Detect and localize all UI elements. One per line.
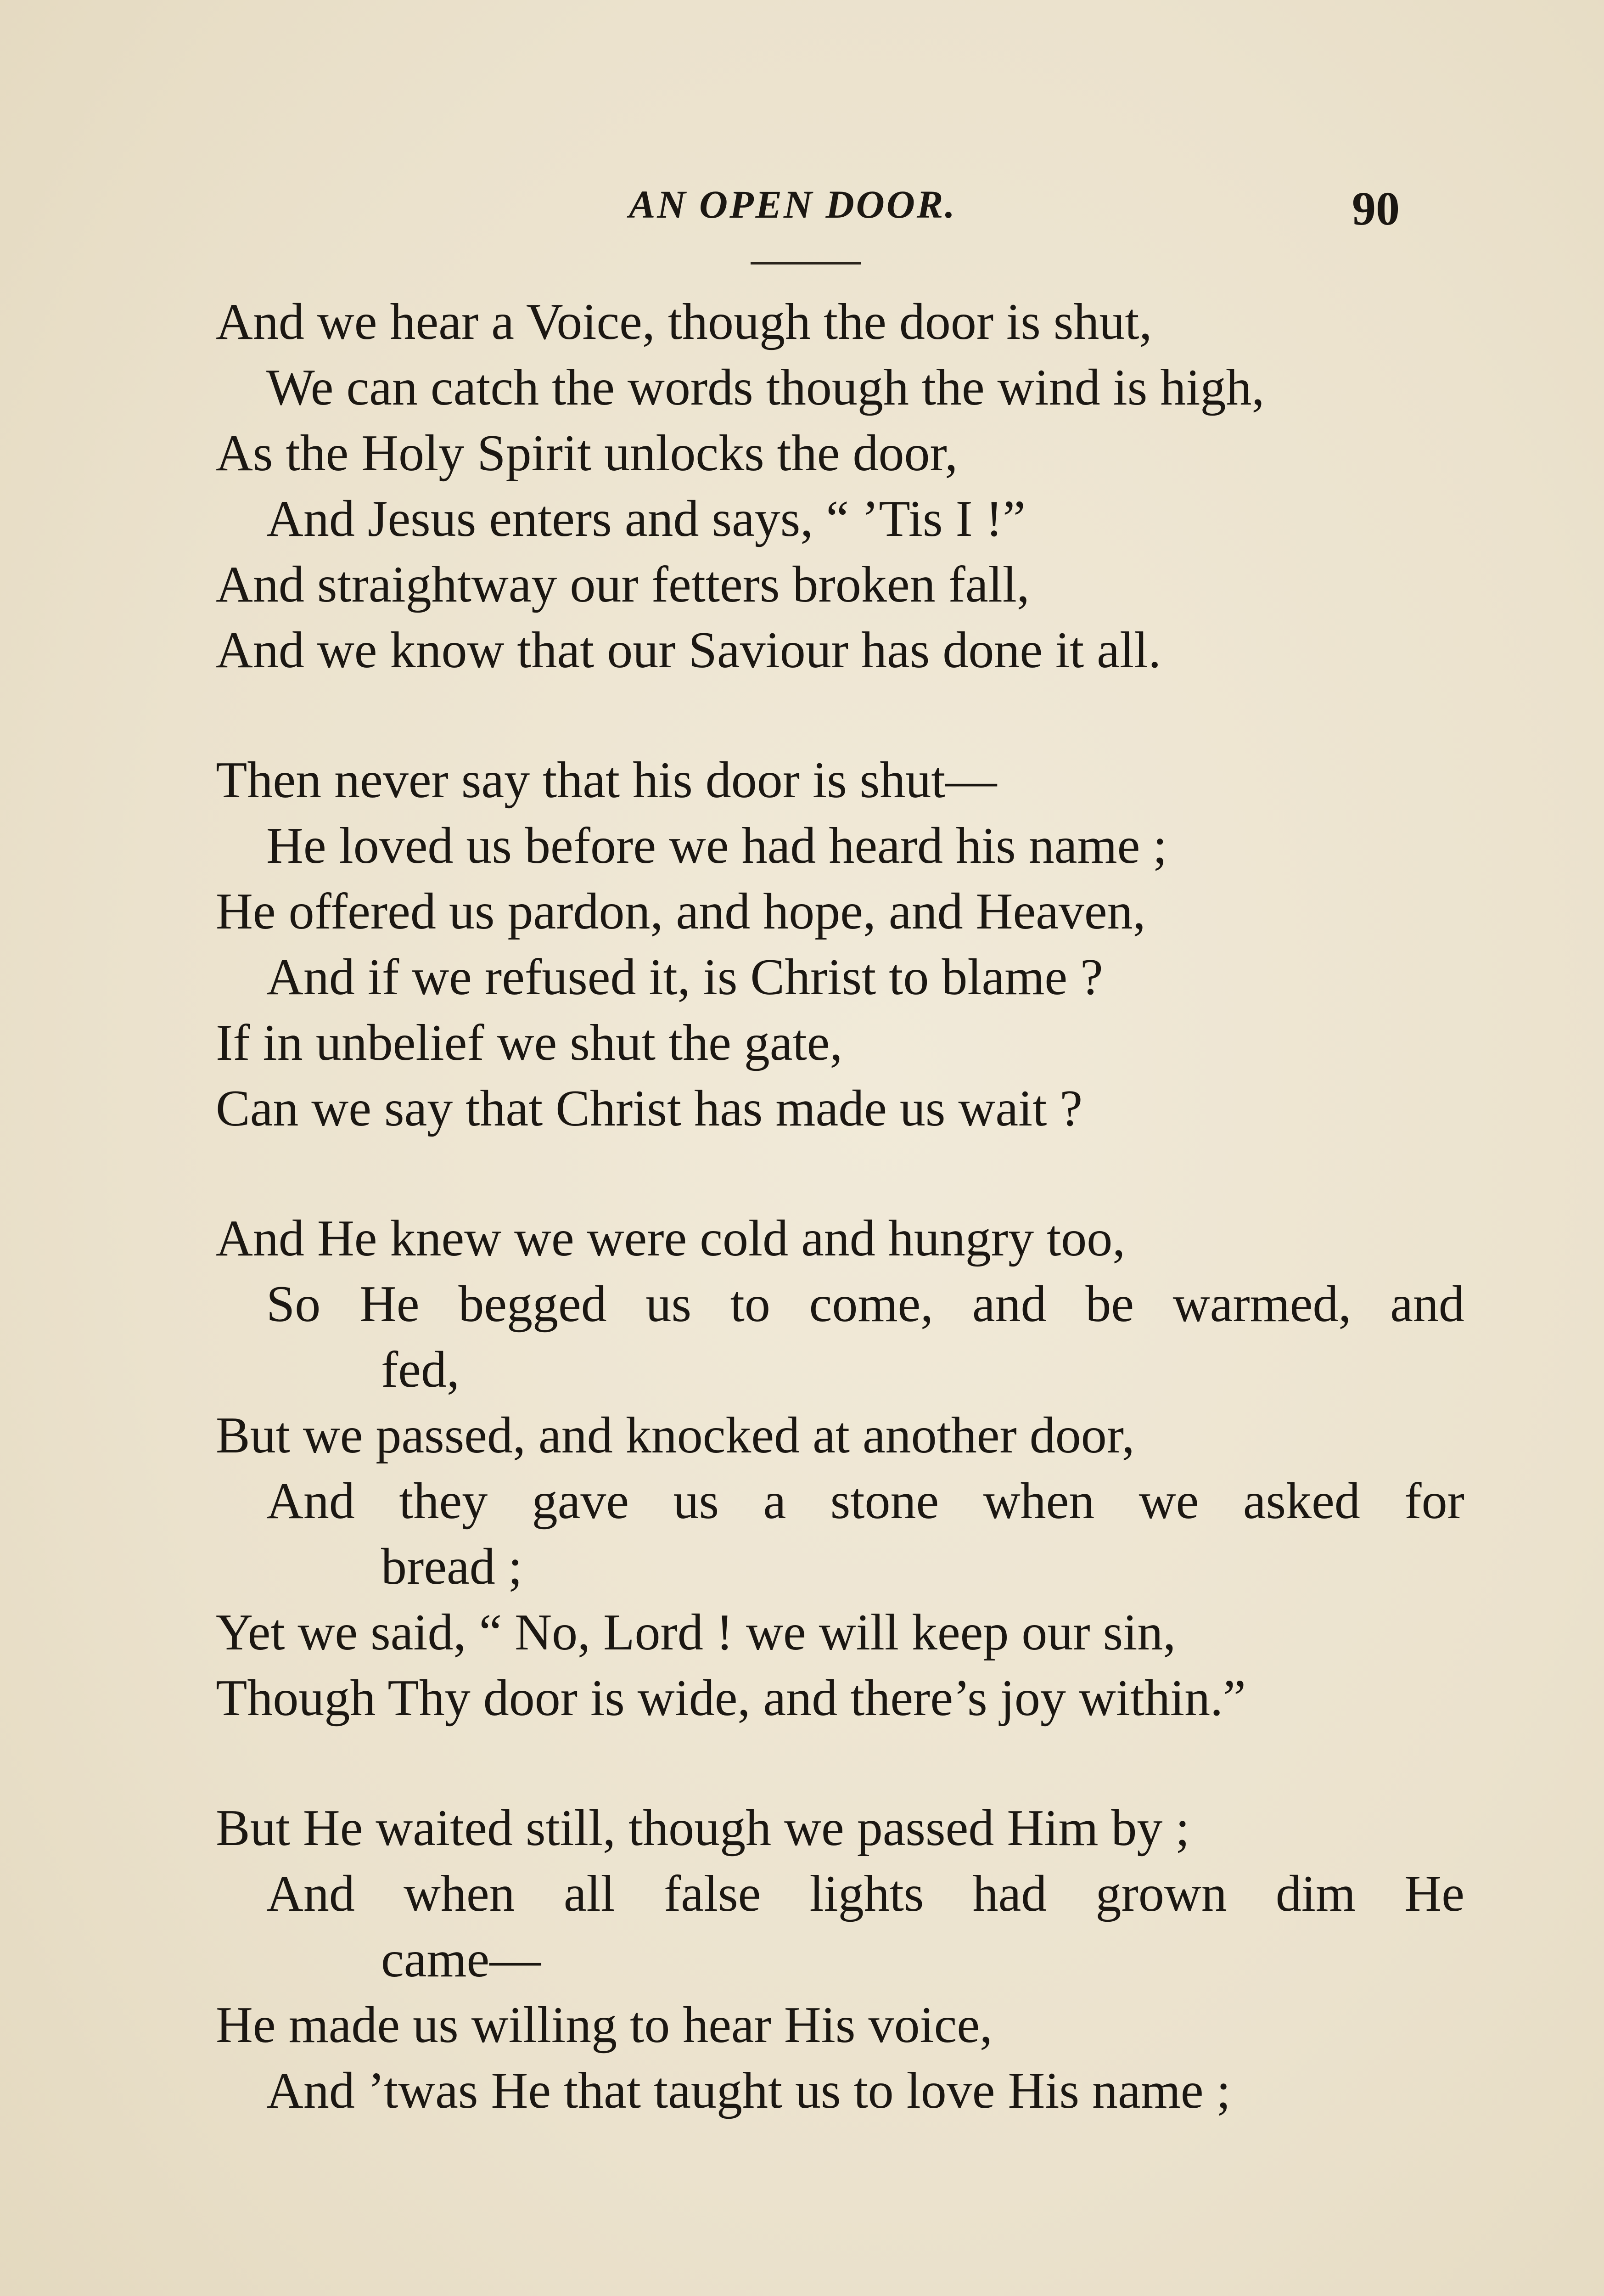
poem-line: And we hear a Voice, though the door is shut,: [216, 293, 1152, 350]
poem-line: And we know that our Saviour has done it all.: [216, 622, 1161, 679]
stanza: [216, 1795, 1464, 2124]
poem-line: Yet we said, “ No, Lord ! we will keep our sin,: [216, 1604, 1176, 1661]
poem-line: And ’twas He that taught us to love His name ;: [266, 2062, 1231, 2119]
stanza: [216, 1206, 1464, 1731]
poem-line: bread ;: [381, 1538, 522, 1595]
poem-line: And if we refused it, is Christ to blame ?: [266, 949, 1103, 1006]
poem-line: fed,: [381, 1341, 460, 1398]
poem-line: We can catch the words though the wind is high,: [266, 359, 1265, 416]
poem-line: came—: [381, 1931, 541, 1988]
poem-line: And straightway our fetters broken fall,: [216, 556, 1030, 613]
poem-line: And they gave us a stone when we asked for: [266, 1473, 1464, 1530]
poem-line: Though Thy door is wide, and there’s joy within.”: [216, 1670, 1246, 1727]
poem-line: He made us willing to hear His voice,: [216, 1997, 993, 2054]
poem-line: So He begged us to come, and be warmed, and: [266, 1276, 1464, 1333]
poem-body: [216, 289, 1464, 2188]
stanza: [216, 289, 1464, 683]
running-head: AN OPEN DOOR.: [629, 182, 957, 226]
poem-line: But we passed, and knocked at another door,: [216, 1407, 1135, 1464]
poem-line: He loved us before we had heard his name ;: [266, 817, 1167, 874]
header-rule: [751, 262, 861, 264]
poem-line: As the Holy Spirit unlocks the door,: [216, 425, 958, 482]
poem-line: Can we say that Christ has made us wait ?: [216, 1080, 1083, 1137]
poem-line: And He knew we were cold and hungry too,: [216, 1210, 1126, 1267]
poem-line: Then never say that his door is shut—: [216, 752, 997, 809]
poem-line: He offered us pardon, and hope, and Heaven,: [216, 883, 1146, 940]
poem-line: And when all false lights had grown dim He: [266, 1865, 1464, 1922]
page-number: 90: [1352, 182, 1400, 235]
poem-line: If in unbelief we shut the gate,: [216, 1014, 843, 1071]
stanza: [216, 748, 1464, 1142]
poem-line: But He waited still, though we passed Him by ;: [216, 1800, 1190, 1857]
poem-line: And Jesus enters and says, “ ’Tis I !”: [266, 490, 1026, 547]
